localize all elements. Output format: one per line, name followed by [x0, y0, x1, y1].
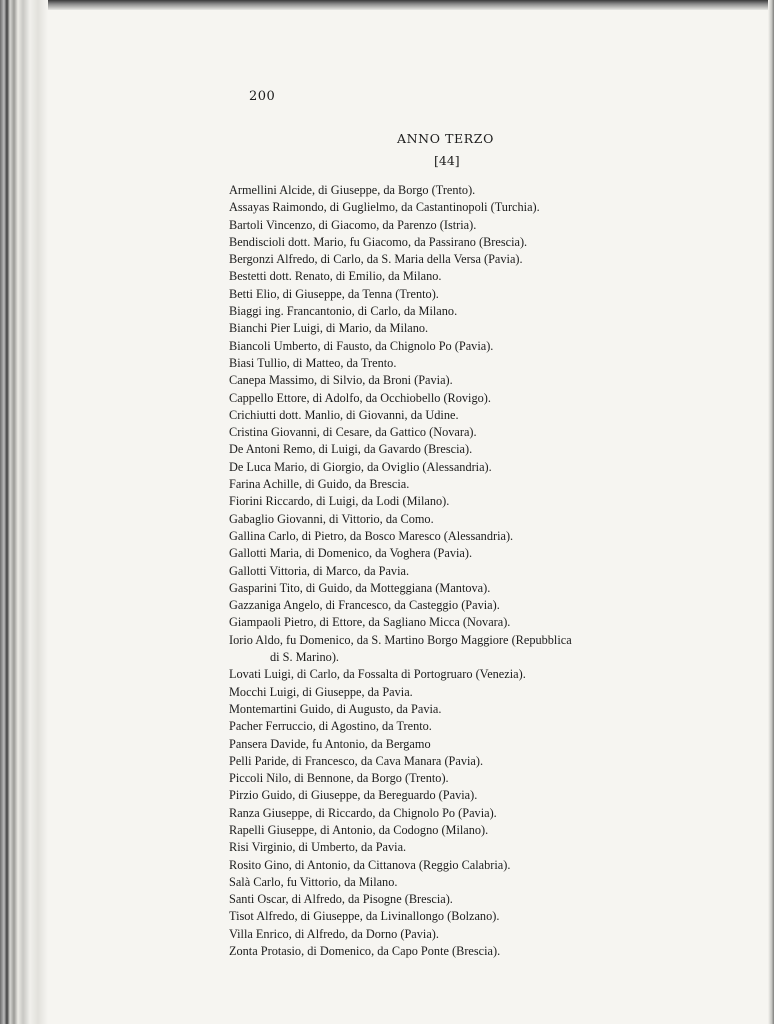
list-item: Bendiscioli dott. Mario, fu Giacomo, da Passirano (Brescia).	[229, 234, 528, 249]
list-item: De Antoni Remo, di Luigi, da Gavardo (Brescia).	[229, 442, 473, 457]
list-item: Canepa Massimo, di Silvio, da Broni (Pavia).	[229, 373, 453, 388]
list-item: Bergonzi Alfredo, di Carlo, da S. Maria della Versa (Pavia).	[229, 252, 523, 267]
list-item: Gasparini Tito, di Guido, da Motteggiana (Mantova).	[229, 580, 491, 595]
list-item: Risi Virginio, di Umberto, da Pavia.	[229, 840, 407, 855]
list-item: Gallotti Vittoria, di Marco, da Pavia.	[229, 563, 410, 578]
list-item: Villa Enrico, di Alfredo, da Dorno (Pavia).	[229, 926, 439, 941]
list-item: Rapelli Giuseppe, di Antonio, da Codogno (Milano).	[229, 822, 489, 837]
list-item: Biaggi ing. Francantonio, di Carlo, da Milano.	[229, 304, 458, 319]
list-item: Santi Oscar, di Alfredo, da Pisogne (Brescia).	[229, 892, 453, 907]
list-item: Tisot Alfredo, di Giuseppe, da Livinallongo (Bolzano).	[229, 909, 500, 924]
list-item: Pansera Davide, fu Antonio, da Bergamo	[229, 736, 431, 751]
page-top-edge	[20, 0, 774, 10]
list-item: Gazzaniga Angelo, di Francesco, da Casteggio (Pavia).	[229, 598, 500, 613]
list-item: Pirzio Guido, di Giuseppe, da Bereguardo (Pavia).	[229, 788, 478, 803]
list-item-continuation	[229, 649, 689, 666]
list-item: Salà Carlo, fu Vittorio, da Milano.	[229, 874, 398, 889]
list-item: Gabaglio Giovanni, di Vittorio, da Como.	[229, 511, 434, 526]
list-item: Zonta Protasio, di Domenico, da Capo Ponte (Brescia).	[229, 944, 501, 959]
list-item: Iorio Aldo, fu Domenico, da S. Martino Borgo Maggiore (Repubblica	[229, 632, 572, 647]
page-right-edge	[768, 0, 774, 1024]
list-item: Giampaoli Pietro, di Ettore, da Sagliano Micca (Novara).	[229, 615, 511, 630]
list-item: Piccoli Nilo, di Bennone, da Borgo (Trento).	[229, 771, 449, 786]
page-number: 200	[249, 89, 276, 104]
list-item: Assayas Raimondo, di Guglielmo, da Castantinopoli (Turchia).	[229, 200, 540, 215]
name-list	[229, 182, 689, 960]
list-item: Ranza Giuseppe, di Riccardo, da Chignolo Po (Pavia).	[229, 805, 497, 820]
list-item: Armellini Alcide, di Giuseppe, da Borgo (Trento).	[229, 183, 476, 197]
list-item: Betti Elio, di Giuseppe, da Tenna (Trento).	[229, 286, 439, 301]
book-binding-edge	[0, 0, 48, 1024]
list-item: Mocchi Luigi, di Giuseppe, da Pavia.	[229, 684, 413, 699]
continuation-text: di S. Marino).	[270, 650, 339, 665]
list-item: Lovati Luigi, di Carlo, da Fossalta di Portogruaro (Venezia).	[229, 667, 526, 682]
list-item: Biancoli Umberto, di Fausto, da Chignolo Po (Pavia).	[229, 338, 494, 353]
list-item: Bianchi Pier Luigi, di Mario, da Milano.	[229, 321, 429, 336]
list-item: Pacher Ferruccio, di Agostino, da Trento.	[229, 719, 432, 734]
list-item: Bestetti dott. Renato, di Emilio, da Milano.	[229, 269, 442, 284]
list-item: Rosito Gino, di Antonio, da Cittanova (Reggio Calabria).	[229, 857, 511, 872]
list-item: Montemartini Guido, di Augusto, da Pavia.	[229, 701, 442, 716]
list-item: Bartoli Vincenzo, di Giacomo, da Parenzo (Istria).	[229, 217, 477, 232]
running-head: ANNO TERZO	[397, 131, 494, 146]
list-item: Cappello Ettore, di Adolfo, da Occhiobello (Rovigo).	[229, 390, 491, 405]
list-item: Gallina Carlo, di Pietro, da Bosco Maresco (Alessandria).	[229, 528, 514, 543]
section-number: [44]	[434, 153, 460, 168]
list-item: De Luca Mario, di Giorgio, da Oviglio (Alessandria).	[229, 459, 492, 474]
list-item: Biasi Tullio, di Matteo, da Trento.	[229, 355, 397, 370]
list-item: Fiorini Riccardo, di Luigi, da Lodi (Milano).	[229, 494, 450, 509]
list-item: Pelli Paride, di Francesco, da Cava Manara (Pavia).	[229, 753, 484, 768]
list-item: Cristina Giovanni, di Cesare, da Gattico (Novara).	[229, 425, 477, 440]
list-item: Farina Achille, di Guido, da Brescia.	[229, 477, 410, 492]
list-item: Crichiutti dott. Manlio, di Giovanni, da Udine.	[229, 407, 459, 422]
list-item: Gallotti Maria, di Domenico, da Voghera (Pavia).	[229, 546, 473, 561]
